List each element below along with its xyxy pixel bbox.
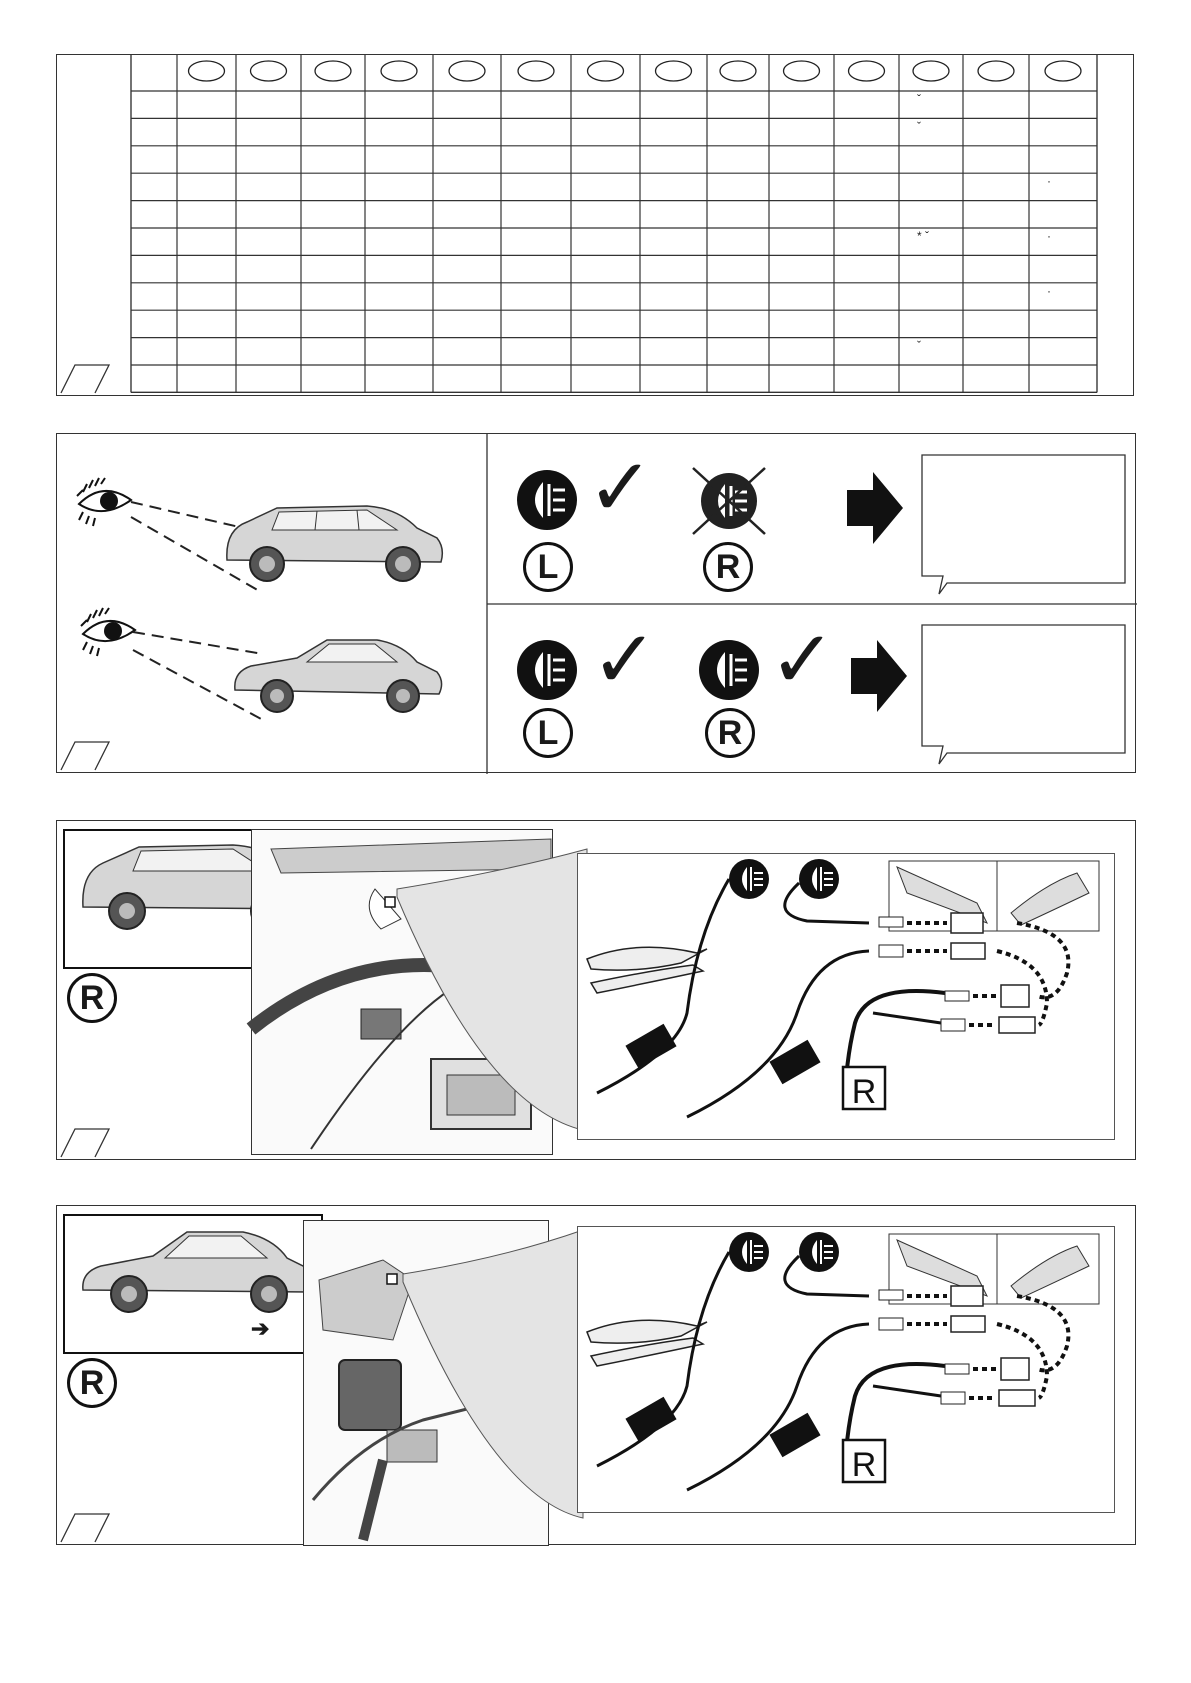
connector-r-label: R: [851, 1073, 877, 1111]
table-mark: ·: [1047, 229, 1051, 243]
right-label: R: [715, 548, 741, 586]
right-side-badge: [705, 708, 755, 758]
column-header-oval: [1045, 61, 1081, 81]
column-header-oval: [849, 61, 885, 81]
corner-fold-icon: [57, 1510, 117, 1546]
table-mark: ˇ: [917, 92, 921, 106]
fog-light-check-panel: [56, 433, 1136, 773]
sedan-car-illustration: [73, 1220, 313, 1320]
car-thumbnail-box: [63, 1214, 323, 1354]
right-label: R: [79, 979, 105, 1017]
corner-fold-icon: [57, 1125, 117, 1161]
compatibility-table-panel: [56, 54, 1134, 396]
table-mark: ·: [1047, 174, 1051, 189]
column-header-oval: [315, 61, 351, 81]
column-header-oval: [784, 61, 820, 81]
sedan-wiring-panel: [56, 1205, 1136, 1545]
column-header-oval: [913, 61, 949, 81]
rear-fog-light-icon: [515, 638, 579, 702]
table-mark: ·: [1047, 283, 1051, 298]
check-mark: ✓: [769, 615, 837, 704]
right-label: R: [79, 1364, 105, 1402]
check-mark: ✓: [587, 443, 655, 532]
compatibility-table: [57, 55, 1135, 397]
connector-r-label: R: [851, 1446, 877, 1484]
table-mark: ˇ: [917, 119, 921, 134]
column-header-oval: [720, 61, 756, 81]
table-mark: ˇ: [917, 338, 921, 353]
column-header-oval: [656, 61, 692, 81]
right-side-badge: [703, 542, 753, 592]
note-box: [921, 454, 1127, 586]
estate-car-illustration: [217, 500, 447, 590]
column-header-oval: [588, 61, 624, 81]
right-label: R: [717, 714, 743, 752]
sedan-car-illustration: [227, 632, 447, 722]
arrow-right-icon: ➔: [251, 1316, 270, 1341]
right-side-badge: [67, 973, 117, 1023]
left-label: L: [537, 548, 559, 586]
corner-fold-icon: [57, 738, 117, 774]
note-box: [921, 624, 1127, 756]
wiring-detail-diagram: [577, 1226, 1117, 1516]
estate-wiring-panel: [56, 820, 1136, 1160]
column-header-oval: [449, 61, 485, 81]
rear-fog-light-icon: [515, 468, 579, 532]
column-header-oval: [251, 61, 287, 81]
wiring-detail-diagram: [577, 853, 1117, 1143]
column-header-oval: [978, 61, 1014, 81]
table-mark: * ˇ: [917, 229, 929, 243]
next-arrow-icon: [847, 472, 903, 544]
zoom-callout: [393, 1218, 583, 1538]
right-side-badge: [67, 1358, 117, 1408]
next-arrow-icon: [851, 640, 907, 712]
column-header-oval: [518, 61, 554, 81]
zoom-callout: [387, 831, 587, 1151]
left-label: L: [537, 714, 559, 752]
column-header-oval: [381, 61, 417, 81]
left-side-badge: [523, 542, 573, 592]
left-side-badge: [523, 708, 573, 758]
column-header-oval: [189, 61, 225, 81]
rear-fog-light-icon: [697, 638, 761, 702]
check-mark: ✓: [591, 615, 659, 704]
rear-fog-light-disabled-icon: [689, 464, 769, 538]
corner-fold-icon: [57, 361, 117, 397]
